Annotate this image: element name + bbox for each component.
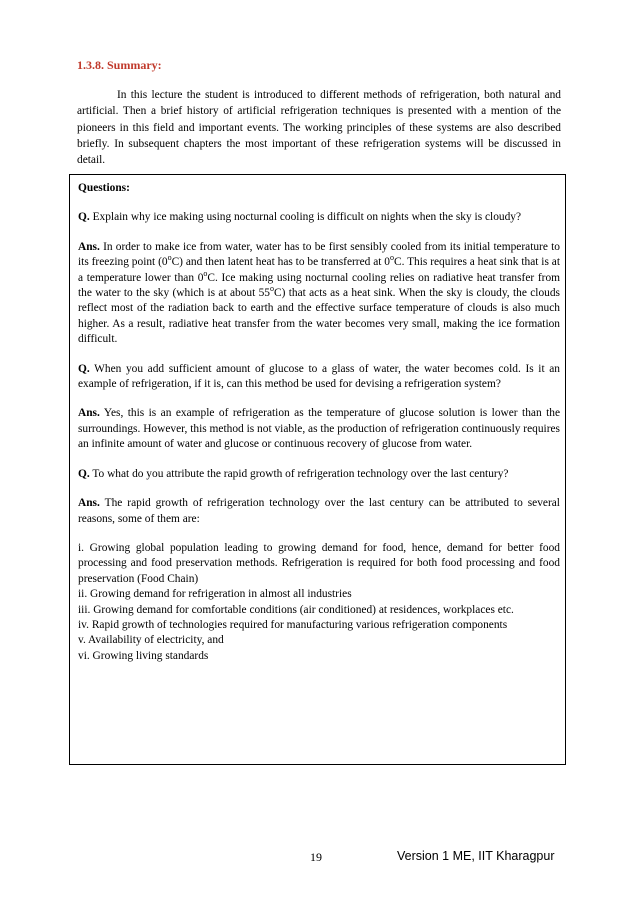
answer-1-part-3: C. This requires a heat sink that is at a temperature lower than 0 xyxy=(78,256,560,284)
reason-item: v. Availability of electricity, and xyxy=(78,634,224,647)
answer-2 xyxy=(78,406,560,452)
question-1 xyxy=(78,210,560,225)
summary-text: In this lecture the student is introduced to different methods of refrigeration, both natural and artificial. Then a brief history of artificial refrigeration techniques is presented with a mention of the pioneers in this field and important events. The working principles of these systems are also described briefly. In subsequent chapters the most important of these refrigeration systems will be discussed in detail. xyxy=(77,89,561,167)
page-number: 19 xyxy=(310,850,322,864)
reasons-list xyxy=(78,541,560,664)
degree-symbol: o xyxy=(203,268,208,278)
answer-1-part-5: C) that acts as a heat sink. When the sky is cloudy, the clouds reflect most of the radiation back to earth and the effective surface temperature of clouds is also much higher. As a result, radiative heat transfer from the water becomes very small, making the ice formation difficult. xyxy=(78,287,560,346)
question-3 xyxy=(78,467,560,482)
summary-paragraph xyxy=(77,87,561,168)
questions-content xyxy=(78,181,560,664)
degree-symbol: o xyxy=(269,284,274,294)
answer-label: Ans. xyxy=(78,407,100,420)
answer-label: Ans. xyxy=(78,497,100,510)
questions-title: Questions: xyxy=(78,182,130,194)
question-2 xyxy=(78,362,560,393)
answer-1-part-2: C) and then latent heat has to be transferred at 0 xyxy=(171,256,390,269)
reason-item: vi. Growing living standards xyxy=(78,649,209,662)
answer-label: Ans. xyxy=(78,240,100,253)
version-label: Version 1 ME, IIT Kharagpur xyxy=(397,849,555,863)
reason-item: ii. Growing demand for refrigeration in almost all industries xyxy=(78,588,352,601)
section-heading: 1.3.8. Summary: xyxy=(77,58,162,72)
answer-3 xyxy=(78,496,560,527)
reason-item: iv. Rapid growth of technologies required for manufacturing various refrigeration components xyxy=(78,618,508,631)
degree-symbol: o xyxy=(389,253,394,263)
answer-2-text: Yes, this is an example of refrigeration as the temperature of glucose solution is lower than the surroundings. However, this method is not viable, as the production of refrigeration continuously requires an infinite amount of water and glucose or continuous recovery of glucose from water. xyxy=(78,407,560,451)
question-3-text: To what do you attribute the rapid growth of refrigeration technology over the last century? xyxy=(92,467,509,480)
question-label: Q. xyxy=(78,211,90,224)
reason-item: i. Growing global population leading to growing demand for food, hence, demand for better food processing and food preservation methods. Refrigeration is required for both food processing and food preservation (Food Chain) xyxy=(78,541,560,585)
question-label: Q. xyxy=(78,362,90,375)
question-2-text: When you add sufficient amount of glucose to a glass of water, the water becomes cold. Is it an example of refrigeration, if it is, can this method be used for devising a refrigeration system? xyxy=(78,362,560,391)
questions-box xyxy=(69,174,566,765)
reason-item: iii. Growing demand for comfortable conditions (air conditioned) at residences, workplaces etc. xyxy=(78,603,514,616)
question-1-text: Explain why ice making using nocturnal cooling is difficult on nights when the sky is cloudy? xyxy=(92,211,522,224)
answer-1 xyxy=(78,240,560,348)
answer-1-part-1: In order to make ice from water, water has to be first sensibly cooled from its initial temperature to its freezing point (0 xyxy=(78,240,560,269)
degree-symbol: o xyxy=(167,253,172,263)
answer-3-text: The rapid growth of refrigeration technology over the last century can be attributed to several reasons, some of them are: xyxy=(78,497,560,525)
question-label: Q. xyxy=(78,467,90,480)
answer-1-part-4: C. Ice making using nocturnal cooling relies on radiative heat transfer from the water to the sky (which is at about 55 xyxy=(78,271,560,300)
